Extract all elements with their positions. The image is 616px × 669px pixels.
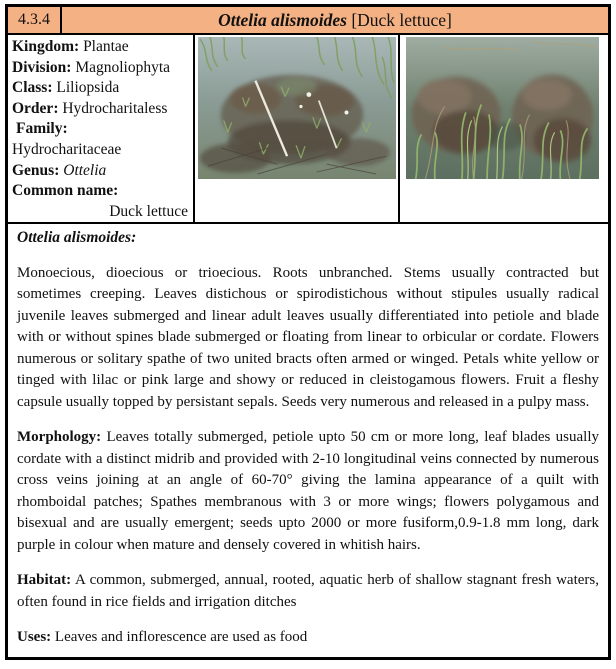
species-title xyxy=(62,7,608,33)
section-number: 4.3.4 xyxy=(18,11,50,28)
general-description-paragraph: Monoecious, dioecious or trioecious. Roots unbranched. Stems usually contracted but sometimes creeping. Leaves distichous or spirodistichous without stipules usually radical juvenile leaves submerged and linear adult leaves usually differentiated into petiole and blade with or without spines blade submerged or floating from linear to orbicular or cordate. Flowers numerous or solitary spathe of two united bracts often armed or winged. Petals white yellow or tinged with lilac or pink large and showy or reduced in cleistogamous flowers. Fruit a fleshy capsule usually topped by persistant sepals. Seeds very numerous and released in a pulpy mass. xyxy=(17,264,599,410)
species-title-common: [Duck lettuce] xyxy=(346,9,452,30)
species-title-latin: Ottelia alismoides xyxy=(218,9,347,30)
taxonomy-order: Order: Hydrocharitaless xyxy=(12,99,168,117)
taxonomy-division: Division: Magnoliophyta xyxy=(12,58,171,76)
taxonomy-family-label: Family: xyxy=(16,120,68,138)
uses-label: Uses: xyxy=(17,629,52,646)
pond-photo xyxy=(198,37,396,179)
photo-cell-pond xyxy=(195,35,400,222)
morphology-text: Leaves totally submerged, petiole upto 50 cm or more long, leaf blades usually cordate with a distinct midrib and provided with 2-10 longitudinal veins connected by numerous cross veins joining at an angle of 60-70° giving the lamina appearance of a quilt with rhomboidal patches; Spathes membranous with 3 or more wings; flowers polygamous and bisexual and are usually emergent; seeds upto 2000 or more fusiform,0.9-1.8 mm long, dark purple in colour when mature and densely covered in whitish hairs. xyxy=(17,429,599,553)
description-cell xyxy=(8,224,608,657)
uses-text: Leaves and inflorescence are used as food xyxy=(51,629,308,646)
taxonomy-genus: Genus: Ottelia xyxy=(12,161,107,179)
morphology-paragraph xyxy=(17,427,599,556)
section-number-cell xyxy=(8,7,62,33)
taxonomy-cell xyxy=(8,35,195,222)
morphology-label: Morphology: xyxy=(17,429,102,446)
habitat-text: A common, submerged, annual, rooted, aquatic herb of shallow stagnant fresh waters, often found in rice fields and irrigation ditches xyxy=(17,572,599,610)
habitat-label: Habitat: xyxy=(17,572,72,589)
uses-paragraph xyxy=(17,627,599,649)
taxonomy-class: Class: Liliopsida xyxy=(12,79,120,97)
taxonomy-common-name-value: Duck lettuce xyxy=(109,202,188,220)
header-row xyxy=(8,7,608,35)
description-heading: Ottelia alismoides: xyxy=(17,229,137,247)
taxonomy-photos-row xyxy=(8,35,608,224)
submerged-plants-photo xyxy=(406,37,599,179)
species-table xyxy=(5,4,611,660)
habitat-paragraph xyxy=(17,570,599,613)
taxonomy-kingdom: Kingdom: Plantae xyxy=(12,38,129,55)
taxonomy-common-name-label: Common name: xyxy=(12,182,119,200)
taxonomy-family-value: Hydrocharitaceae xyxy=(12,140,122,158)
photo-cell-submerged xyxy=(400,35,608,222)
